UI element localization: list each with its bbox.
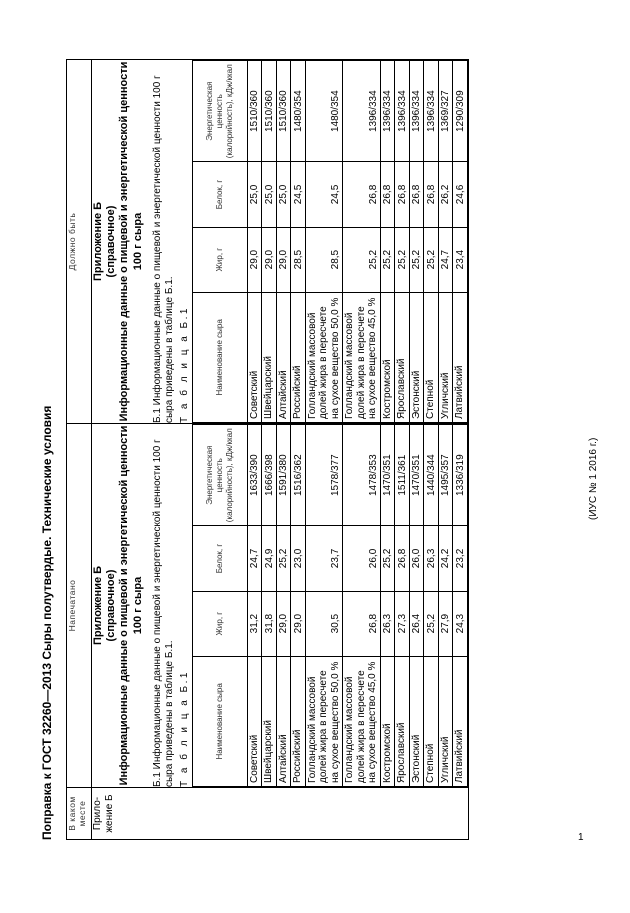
- cheese-name: Степной: [424, 292, 439, 422]
- energy-value: 1290/309: [453, 61, 468, 162]
- energy-value: 1396/334: [395, 61, 410, 162]
- fat-value: 23,4: [453, 227, 468, 292]
- protein-value: 26,0: [343, 526, 381, 591]
- energy-value: 1369/327: [438, 61, 453, 162]
- name-header: Наименование сыра: [192, 656, 247, 786]
- cheese-name: Российский: [291, 656, 306, 786]
- energy-value: 1495/357: [438, 425, 453, 526]
- name-header: Наименование сыра: [192, 292, 247, 422]
- energy-header: Энергетическая ценность (калорийность), кДж/ккал: [192, 61, 247, 162]
- table-row: [305, 425, 343, 787]
- table-caption: Т а б л и ц а Б.1: [178, 306, 190, 423]
- cheese-name: Ярославский: [395, 656, 410, 786]
- printed-header: Напечатано: [67, 424, 92, 788]
- where-header: В каком месте: [67, 788, 92, 840]
- table-row: [380, 61, 395, 423]
- protein-value: 24,2: [438, 526, 453, 591]
- protein-value: 24,5: [291, 162, 306, 227]
- table-row: [395, 425, 410, 787]
- should-be-column: [92, 60, 469, 424]
- table-row: [409, 425, 424, 787]
- printed-column: [92, 424, 469, 788]
- energy-value: 1396/334: [380, 61, 395, 162]
- cheese-name: Латвийский: [453, 656, 468, 786]
- protein-value: 26,3: [424, 526, 439, 591]
- protein-value: 23,7: [305, 526, 343, 591]
- table-caption: Т а б л и ц а Б.1: [178, 670, 190, 787]
- table-row: [453, 61, 468, 423]
- cheese-name: Российский: [291, 292, 306, 422]
- fat-header: Жир, г: [192, 591, 247, 656]
- fat-value: 26,3: [380, 591, 395, 656]
- appendix-title: Приложение Б: [92, 201, 104, 282]
- protein-value: 24,9: [262, 526, 277, 591]
- appendix-heading: Информационные данные о пищевой и энергетической ценности 100 г сыра: [118, 61, 145, 422]
- table-row: [262, 425, 277, 787]
- table-row: [262, 61, 277, 423]
- table-row: [247, 425, 262, 787]
- cheese-name: Голландский массовой долей жира в пересчете на сухое вещество 50,0 %: [305, 656, 343, 786]
- cheese-name: Ярославский: [395, 292, 410, 422]
- fat-value: 27,3: [395, 591, 410, 656]
- fat-value: 30,5: [305, 591, 343, 656]
- footer-note: (ИУС № 1 2016 г.): [588, 437, 599, 520]
- energy-header: Энергетическая ценность (калорийность), кДж/ккал: [192, 425, 247, 526]
- should-be-table: [192, 60, 468, 423]
- energy-value: 1470/351: [409, 425, 424, 526]
- protein-value: 24,5: [305, 162, 343, 227]
- page-number: 1: [578, 832, 584, 843]
- protein-header: Белок, г: [192, 162, 247, 227]
- protein-value: 23,2: [453, 526, 468, 591]
- protein-value: 26,2: [438, 162, 453, 227]
- protein-value: 25,0: [262, 162, 277, 227]
- protein-value: 26,8: [395, 162, 410, 227]
- energy-value: 1510/360: [262, 61, 277, 162]
- fat-value: 24,7: [438, 227, 453, 292]
- protein-value: 24,6: [453, 162, 468, 227]
- fat-value: 25,2: [343, 227, 381, 292]
- fat-value: 29,0: [291, 591, 306, 656]
- protein-value: 26,8: [380, 162, 395, 227]
- energy-value: 1336/319: [453, 425, 468, 526]
- table-row: [395, 61, 410, 423]
- fat-value: 26,4: [409, 591, 424, 656]
- fat-value: 29,0: [262, 227, 277, 292]
- protein-value: 25,0: [276, 162, 291, 227]
- fat-value: 28,5: [291, 227, 306, 292]
- fat-value: 31,2: [247, 591, 262, 656]
- fat-value: 27,9: [438, 591, 453, 656]
- printed-table: [192, 424, 468, 787]
- energy-value: 1633/390: [247, 425, 262, 526]
- protein-value: 26,8: [395, 526, 410, 591]
- energy-value: 1666/398: [262, 425, 277, 526]
- fat-value: 25,2: [424, 227, 439, 292]
- printed-table-body: [247, 425, 467, 787]
- fat-value: 24,3: [453, 591, 468, 656]
- table-row: [247, 61, 262, 423]
- table-row: [380, 425, 395, 787]
- energy-value: 1478/353: [343, 425, 381, 526]
- energy-value: 1470/351: [380, 425, 395, 526]
- table-row: [438, 425, 453, 787]
- table-row: [343, 61, 381, 423]
- cheese-name: Швейцарский: [262, 292, 277, 422]
- energy-value: 1591/380: [276, 425, 291, 526]
- cheese-name: Алтайский: [276, 656, 291, 786]
- appendix-subtitle: (справочное): [105, 569, 118, 642]
- amendment-table: [66, 59, 469, 840]
- energy-value: 1480/354: [291, 61, 306, 162]
- should-be-table-body: [247, 61, 467, 423]
- energy-value: 1511/361: [395, 425, 410, 526]
- table-row: [438, 61, 453, 423]
- energy-value: 1396/334: [424, 61, 439, 162]
- rotated-page: [40, 20, 600, 840]
- table-row: [409, 61, 424, 423]
- fat-value: 25,2: [380, 227, 395, 292]
- cheese-name: Костромской: [380, 656, 395, 786]
- cheese-name: Голландский массовой долей жира в пересчете на сухое вещество 45,0 %: [343, 656, 381, 786]
- fat-value: 25,2: [395, 227, 410, 292]
- protein-value: 25,0: [247, 162, 262, 227]
- protein-header: Белок, г: [192, 526, 247, 591]
- appendix-title: Приложение Б: [92, 565, 104, 646]
- protein-value: 26,8: [409, 162, 424, 227]
- cheese-name: Швейцарский: [262, 656, 277, 786]
- fat-value: 26,8: [343, 591, 381, 656]
- cheese-name: Угличский: [438, 656, 453, 786]
- cheese-name: Алтайский: [276, 292, 291, 422]
- document-title: Поправка к ГОСТ 32260—2013 Сыры полутвердые. Технические условия: [40, 405, 54, 840]
- protein-value: 23,0: [291, 526, 306, 591]
- fat-header: Жир, г: [192, 227, 247, 292]
- cheese-name: Голландский массовой долей жира в пересчете на сухое вещество 45,0 %: [343, 292, 381, 422]
- table-row: [291, 61, 306, 423]
- energy-value: 1440/344: [424, 425, 439, 526]
- energy-value: 1396/334: [409, 61, 424, 162]
- should-be-header: Должно быть: [67, 60, 92, 424]
- fat-value: 28,5: [305, 227, 343, 292]
- table-row: [276, 425, 291, 787]
- table-row: [305, 61, 343, 423]
- where-cell: Прило-жение Б: [92, 788, 469, 840]
- fat-value: 29,0: [276, 591, 291, 656]
- table-row: [424, 425, 439, 787]
- cheese-name: Эстонский: [409, 292, 424, 422]
- protein-value: 25,2: [276, 526, 291, 591]
- table-row: [453, 425, 468, 787]
- protein-value: 26,0: [409, 526, 424, 591]
- protein-value: 26,8: [343, 162, 381, 227]
- appendix-heading: Информационные данные о пищевой и энергетической ценности 100 г сыра: [118, 425, 145, 786]
- fat-value: 25,2: [409, 227, 424, 292]
- appendix-subtitle: (справочное): [105, 205, 118, 278]
- energy-value: 1396/334: [343, 61, 381, 162]
- cheese-name: Угличский: [438, 292, 453, 422]
- energy-value: 1510/360: [247, 61, 262, 162]
- fat-value: 31,8: [262, 591, 277, 656]
- fat-value: 29,0: [276, 227, 291, 292]
- protein-value: 26,8: [424, 162, 439, 227]
- cheese-name: Костромской: [380, 292, 395, 422]
- energy-value: 1516/362: [291, 425, 306, 526]
- energy-value: 1578/377: [305, 425, 343, 526]
- cheese-name: Голландский массовой долей жира в пересчете на сухое вещество 50,0 %: [305, 292, 343, 422]
- cheese-name: Эстонский: [409, 656, 424, 786]
- table-row: [343, 425, 381, 787]
- cheese-name: Советский: [247, 292, 262, 422]
- cheese-name: Советский: [247, 656, 262, 786]
- table-row: [424, 61, 439, 423]
- cheese-name: Латвийский: [453, 292, 468, 422]
- intro-text: Б.1 Информационные данные о пищевой и энергетической ценности 100 г сыра приведены в таблице Б.1.: [151, 75, 176, 423]
- protein-value: 24,7: [247, 526, 262, 591]
- protein-value: 25,2: [380, 526, 395, 591]
- fat-value: 29,0: [247, 227, 262, 292]
- energy-value: 1480/354: [305, 61, 343, 162]
- cheese-name: Степной: [424, 656, 439, 786]
- intro-text: Б.1 Информационные данные о пищевой и энергетической ценности 100 г сыра приведены в таблице Б.1.: [151, 439, 176, 787]
- energy-value: 1510/360: [276, 61, 291, 162]
- table-row: [291, 425, 306, 787]
- table-row: [276, 61, 291, 423]
- fat-value: 25,2: [424, 591, 439, 656]
